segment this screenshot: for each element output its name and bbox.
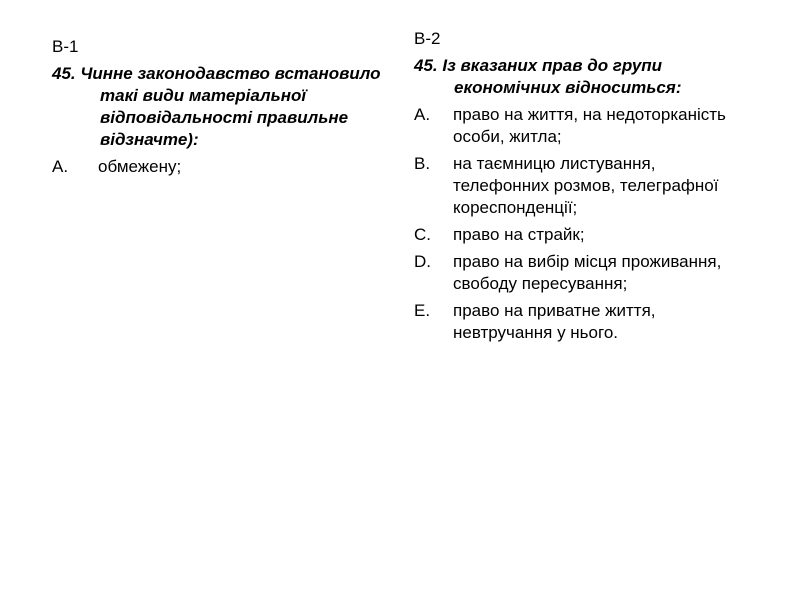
option-letter: B.: [414, 154, 431, 173]
variant-2-column: [414, 0, 754, 349]
variant-label: В-1: [52, 37, 79, 56]
answer-option-d: [414, 251, 754, 295]
answer-option-e: [414, 300, 754, 344]
option-letter: E.: [414, 301, 431, 320]
answer-options: [52, 156, 387, 178]
variant-label: В-2: [414, 29, 441, 48]
variant-1-column: [52, 0, 387, 183]
answer-option-c: [414, 224, 754, 246]
question-text: 45. Чинне законодавство встановило такі види матеріальної відповідальності правильне відзначте):: [52, 64, 381, 149]
option-text: на таємницю листування, телефонних розмов, телеграфної кореспонденції;: [453, 154, 719, 217]
option-text: право на приватне життя, невтручання у нього.: [453, 301, 656, 342]
answer-option-a: [414, 104, 754, 148]
option-letter: D.: [414, 252, 431, 271]
option-letter: C.: [414, 225, 431, 244]
answer-option-b: [414, 153, 754, 219]
answer-options: [414, 104, 754, 344]
option-text: право на страйк;: [453, 225, 585, 244]
question-text: 45. Із вказаних прав до групи економічних відноситься:: [414, 56, 682, 97]
option-letter: A.: [414, 105, 431, 124]
option-text: право на життя, на недоторканість особи, житла;: [453, 105, 726, 146]
answer-option-a: [52, 156, 387, 178]
option-text: право на вибір місця проживання, свободу пересування;: [453, 252, 722, 293]
option-letter: A.: [52, 157, 69, 176]
option-text: обмежену;: [98, 157, 182, 176]
